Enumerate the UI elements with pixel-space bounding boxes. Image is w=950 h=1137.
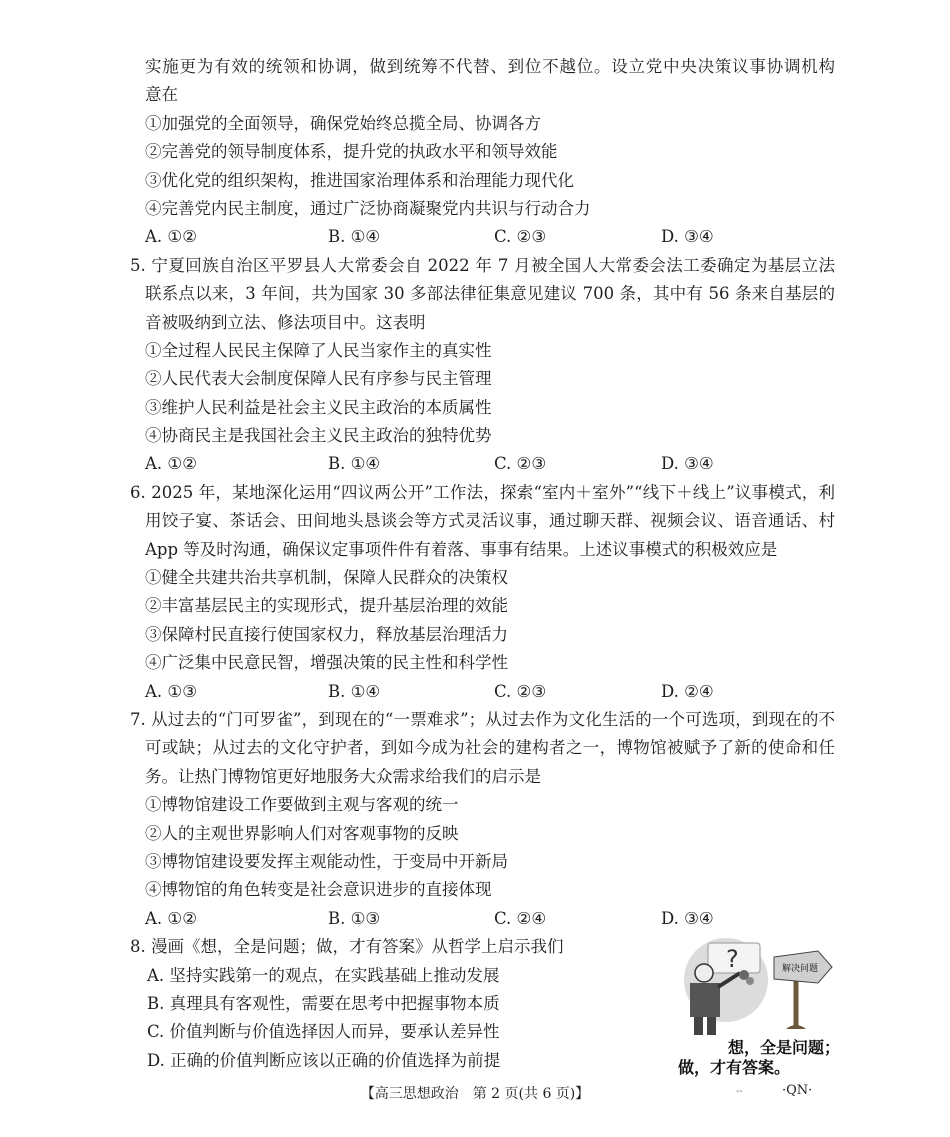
q4-option-c[interactable]: C. ②③ [494, 227, 547, 247]
q5-stem-line: 5. 宁夏回族自治区平罗县人大常委会自 2022 年 7 月被全国人大常委会法工委确定为基层立法 [130, 255, 835, 275]
q5-item: ④协商民主是我国社会主义民主政治的独特优势 [145, 426, 492, 446]
q6-option-a[interactable]: A. ①③ [145, 681, 197, 701]
q4-item: ④完善党内民主制度，通过广泛协商凝聚党内共识与行动合力 [145, 198, 591, 218]
q7-option-d[interactable]: D. ③④ [661, 908, 714, 928]
q7-item: ①博物馆建设工作要做到主观与客观的统一 [145, 795, 459, 815]
q7-stem-line: 7. 从过去的“门可罗雀”，到现在的“一票难求”；从过去作为文化生活的一个可选项，到现在的不 [130, 709, 835, 729]
q5-option-d[interactable]: D. ③④ [661, 454, 714, 474]
footer-code: ·QN· [782, 1083, 813, 1098]
q6-option-b[interactable]: B. ①④ [328, 681, 381, 701]
q6-item: ④广泛集中民意民智，增强决策的民主性和科学性 [145, 653, 508, 673]
sign-text: 解决问题 [782, 964, 819, 974]
q5-item: ③维护人民利益是社会主义民主政治的本质属性 [145, 397, 492, 417]
q8-option-b[interactable]: B. 真理具有客观性，需要在思考中把握事物本质 [147, 993, 500, 1013]
q5-options [145, 450, 835, 478]
q8-option-d[interactable]: D. 正确的价值判断应该以正确的价值选择为前提 [147, 1050, 501, 1070]
q7-stem-line: 务。让热门博物馆更好地服务大众需求给我们的启示是 [145, 766, 541, 786]
q6-options [145, 678, 835, 706]
q7-option-c[interactable]: C. ②④ [494, 908, 547, 928]
q4-option-b[interactable]: B. ①④ [328, 227, 381, 247]
q8-stem: 8. 漫画《想，全是问题；做，才有答案》从哲学上启示我们 [130, 937, 564, 957]
q6-item: ③保障村民直接行使国家权力，释放基层治理活力 [145, 624, 508, 644]
q6-stem-line: 用饺子宴、茶话会、田间地头恳谈会等方式灵活议事，通过聊天群、视频会议、语音通话、村 [145, 511, 835, 531]
q6-stem-line: App 等及时沟通，确保议定事项件件有着落、事事有结果。上述议事模式的积极效应是 [145, 539, 778, 559]
q5-option-a[interactable]: A. ①② [145, 454, 197, 474]
q4-item: ②完善党的领导制度体系，提升党的执政水平和领导效能 [145, 142, 558, 162]
q7-item: ④博物馆的角色转变是社会意识进步的直接体现 [145, 880, 492, 900]
exam-page [0, 53, 950, 1075]
q4-stem-line: 意在 [145, 85, 178, 105]
cartoon-image [678, 935, 841, 1077]
q5-item: ①全过程人民民主保障了人民当家作主的真实性 [145, 340, 492, 360]
q4-option-d[interactable]: D. ③④ [661, 227, 714, 247]
q6-option-d[interactable]: D. ②④ [661, 681, 714, 701]
q5-option-b[interactable]: B. ①④ [328, 454, 381, 474]
q8-option-a[interactable]: A. 坚持实践第一的观点，在实践基础上推动发展 [147, 965, 500, 985]
q6-item: ①健全共建共治共享机制，保障人民群众的决策权 [145, 568, 508, 588]
q5-item: ②人民代表大会制度保障人民有序参与民主管理 [145, 369, 492, 389]
q6-option-c[interactable]: C. ②③ [494, 681, 547, 701]
q7-item: ②人的主观世界影响人们对客观事物的反映 [145, 823, 459, 843]
footer-mark: -- [736, 1086, 743, 1097]
cartoon-illustration [678, 935, 834, 1035]
q4-option-a[interactable]: A. ①② [145, 227, 197, 247]
q6-item: ②丰富基层民主的实现形式，提升基层治理的效能 [145, 596, 508, 616]
q4-stem-line: 实施更为有效的统领和协调，做到统筹不代替、到位不越位。设立党中央决策议事协调机构 [145, 57, 835, 76]
page-footer: 【高三思想政治 第 2 页(共 6 页)】 [360, 1086, 590, 1102]
q7-stem-line: 可或缺；从过去的文化守护者，到如今成为社会的建构者之一，博物馆被赋予了新的使命和任 [145, 738, 835, 758]
q6-stem-line: 6. 2025 年，某地深化运用“四议两公开”工作法，探索“室内＋室外”“线下＋线上”议事模式，利 [130, 482, 835, 502]
q5-stem-line: 音被吸纳到立法、修法项目中。这表明 [145, 312, 426, 332]
q4-item: ①加强党的全面领导，确保党始终总揽全局、协调各方 [145, 113, 541, 133]
q7-option-b[interactable]: B. ①③ [328, 908, 381, 928]
q7-options [145, 905, 835, 933]
q4-options [145, 223, 835, 251]
q7-item: ③博物馆建设要发挥主观能动性，于变局中开新局 [145, 851, 508, 871]
q8-option-c[interactable]: C. 价值判断与价值选择因人而异，要承认差异性 [147, 1022, 500, 1042]
svg-text:?: ? [726, 945, 739, 973]
cartoon-caption-2: 做，才有答案。 [678, 1058, 791, 1077]
cartoon-caption-1: 想，全是问题； [728, 1038, 841, 1057]
q4-item: ③优化党的组织架构，推进国家治理体系和治理能力现代化 [145, 170, 574, 190]
q5-option-c[interactable]: C. ②③ [494, 454, 547, 474]
q7-option-a[interactable]: A. ①② [145, 908, 197, 928]
q5-stem-line: 联系点以来，3 年间，共为国家 30 多部法律征集意见建议 700 条，其中有 56 条来自基层的 [145, 284, 835, 304]
